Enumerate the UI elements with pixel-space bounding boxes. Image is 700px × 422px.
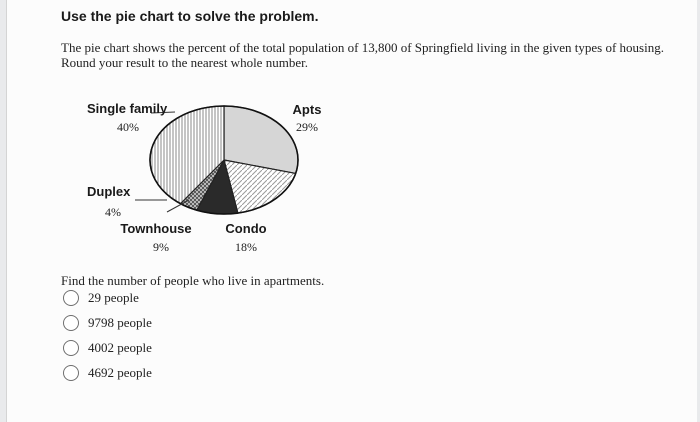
option-label: 4002 people <box>88 340 152 355</box>
radio-button[interactable] <box>63 365 79 381</box>
option-label: 4692 people <box>88 365 152 380</box>
question-text: Find the number of people who live in apartments. <box>61 273 325 288</box>
label-townhouse: Townhouse <box>120 221 192 236</box>
heading: Use the pie chart to solve the problem. <box>61 8 319 24</box>
option-label: 29 people <box>88 290 139 305</box>
percent-condo: 18% <box>235 240 257 254</box>
option-4002-people[interactable] <box>63 338 152 358</box>
problem-text: The pie chart shows the percent of the total population of 13,800 of Springfield living in the given types of housing. Round your result to the nearest whole number. <box>61 40 664 70</box>
option-4692-people[interactable] <box>63 363 152 383</box>
page <box>6 0 697 422</box>
radio-button[interactable] <box>63 290 79 306</box>
radio-button[interactable] <box>63 315 79 331</box>
option-9798-people[interactable] <box>63 313 152 333</box>
label-single-family: Single family <box>87 101 168 116</box>
radio-button[interactable] <box>63 340 79 356</box>
percent-apts: 29% <box>296 120 318 134</box>
percent-single-family: 40% <box>117 120 139 134</box>
percent-duplex: 4% <box>105 205 121 219</box>
label-condo: Condo <box>225 221 267 236</box>
pie-chart <box>7 0 697 270</box>
option-29-people[interactable] <box>63 288 139 308</box>
percent-townhouse: 9% <box>153 240 169 254</box>
label-duplex: Duplex <box>87 184 131 199</box>
label-apts: Apts <box>292 102 322 117</box>
option-label: 9798 people <box>88 315 152 330</box>
